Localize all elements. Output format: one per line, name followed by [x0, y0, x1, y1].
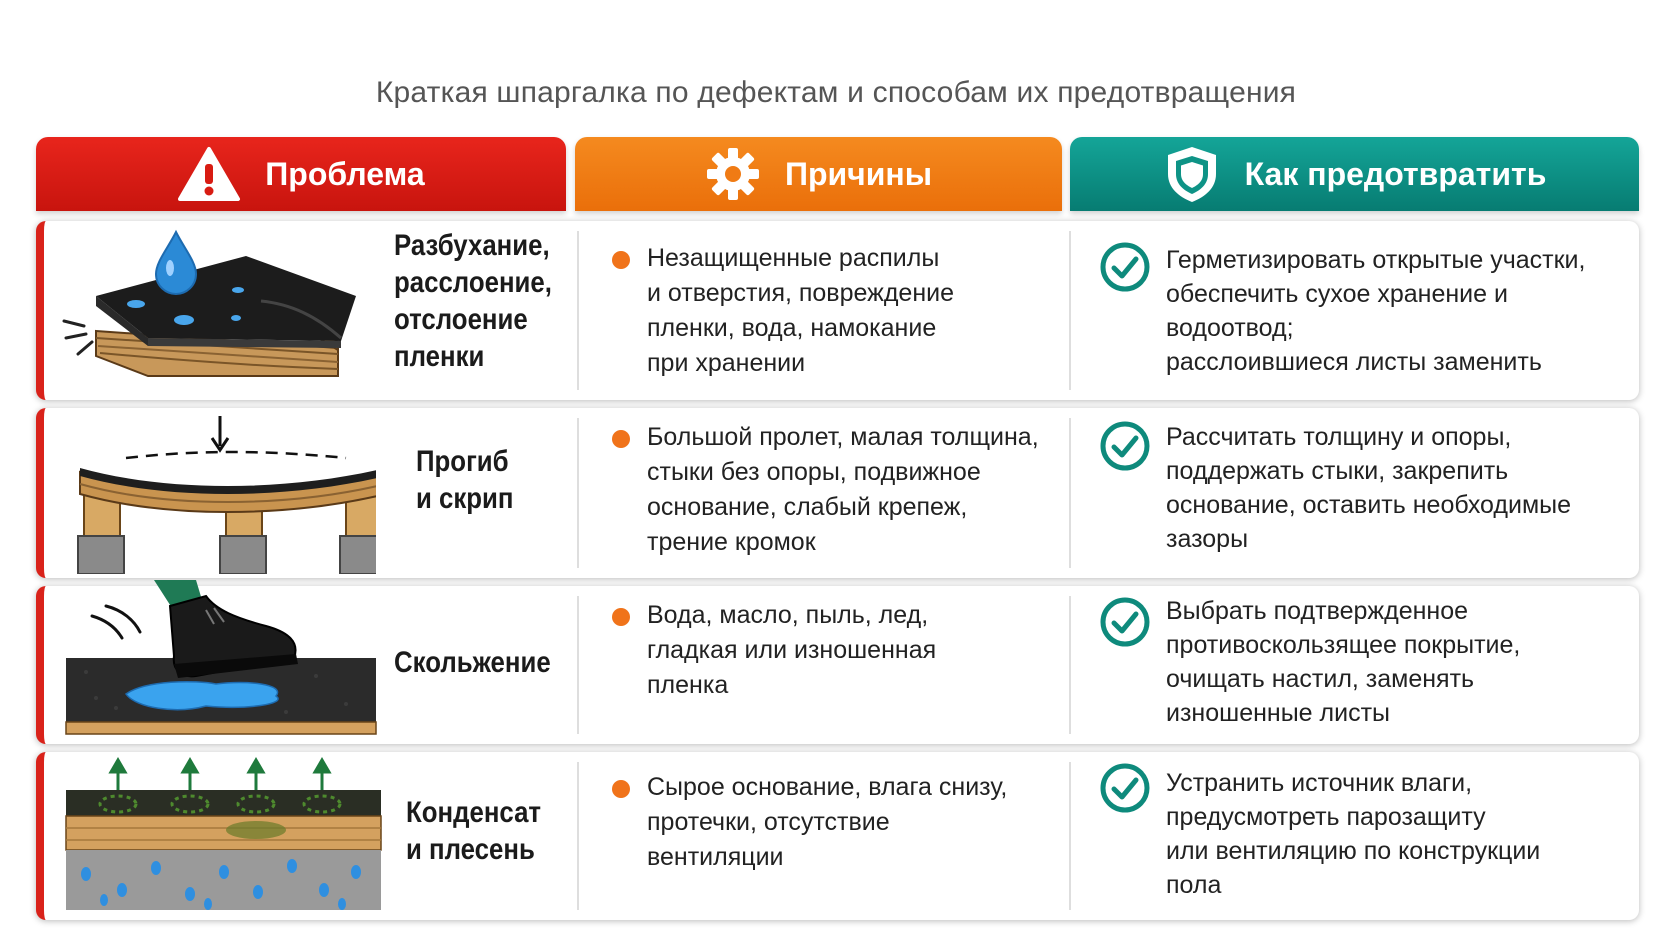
- table-row: [36, 586, 1639, 744]
- header-causes: [575, 137, 1062, 211]
- problem-label: Разбухание, расслоение, отслоение пленки: [394, 229, 552, 373]
- header-problem: [36, 137, 566, 211]
- condensation-mold-board-illustration: [56, 754, 386, 919]
- bullet-dot: [612, 430, 630, 448]
- swollen-delaminated-board-illustration: [56, 226, 376, 397]
- column-divider: [577, 762, 579, 910]
- shield-check-icon: [1163, 144, 1221, 204]
- check-circle-icon: [1099, 762, 1151, 819]
- problem-label: Прогиб и скрип: [416, 445, 514, 515]
- cause-text: Сырое основание, влага снизу, протечки, отсутствие вентиляции: [647, 773, 1008, 871]
- prevent-text: Рассчитать толщину и опоры, поддержать стыки, закрепить основание, оставить необходимые зазоры: [1166, 423, 1572, 553]
- header-prevent-label: Как предотвратить: [1244, 155, 1547, 192]
- header-problem-label: Проблема: [265, 155, 425, 192]
- cause-text: Вода, масло, пыль, лед, гладкая или изношенная пленка: [647, 601, 937, 699]
- check-circle-icon: [1099, 596, 1151, 653]
- cause-text: Большой пролет, малая толщина, стыки без опоры, подвижное основание, слабый крепеж, трение кромок: [647, 423, 1039, 556]
- boot-slipping-on-wet-board-illustration: [56, 580, 386, 745]
- column-divider: [1069, 418, 1071, 568]
- column-divider: [577, 231, 579, 390]
- prevent-text: Выбрать подтвержденное противоскользящее покрытие, очищать настил, заменять изношенные листы: [1166, 597, 1521, 727]
- header-causes-label: Причины: [784, 155, 933, 192]
- bullet-dot: [612, 251, 630, 269]
- column-divider: [577, 596, 579, 734]
- bullet-dot: [612, 608, 630, 626]
- column-divider: [1069, 231, 1071, 390]
- table-row: [36, 752, 1639, 920]
- header-prevent: [1070, 137, 1639, 211]
- table-row: [36, 408, 1639, 578]
- cause-text: Незащищенные распилы и отверстия, повреждение пленки, вода, намокание при хранении: [647, 244, 955, 377]
- page-title: Краткая шпаргалка по дефектам и способам их предотвращения: [375, 76, 1297, 109]
- check-circle-icon: [1099, 420, 1151, 477]
- column-divider: [1069, 762, 1071, 910]
- sagging-board-on-supports-illustration: [56, 410, 376, 579]
- problem-label: Конденсат и плесень: [406, 796, 542, 866]
- column-divider: [577, 418, 579, 568]
- column-divider: [1069, 596, 1071, 734]
- bullet-dot: [612, 780, 630, 798]
- prevent-text: Герметизировать открытые участки, обеспечить сухое хранение и водоотвод; расслоившиеся листы заменить: [1166, 246, 1586, 376]
- prevent-text: Устранить источник влаги, предусмотреть парозащиту или вентиляцию по конструкции пола: [1166, 769, 1541, 899]
- problem-label: Скольжение: [394, 646, 551, 679]
- table-row: [36, 221, 1639, 400]
- warning-icon: [177, 146, 241, 202]
- check-circle-icon: [1099, 241, 1151, 298]
- gear-icon: [705, 146, 761, 202]
